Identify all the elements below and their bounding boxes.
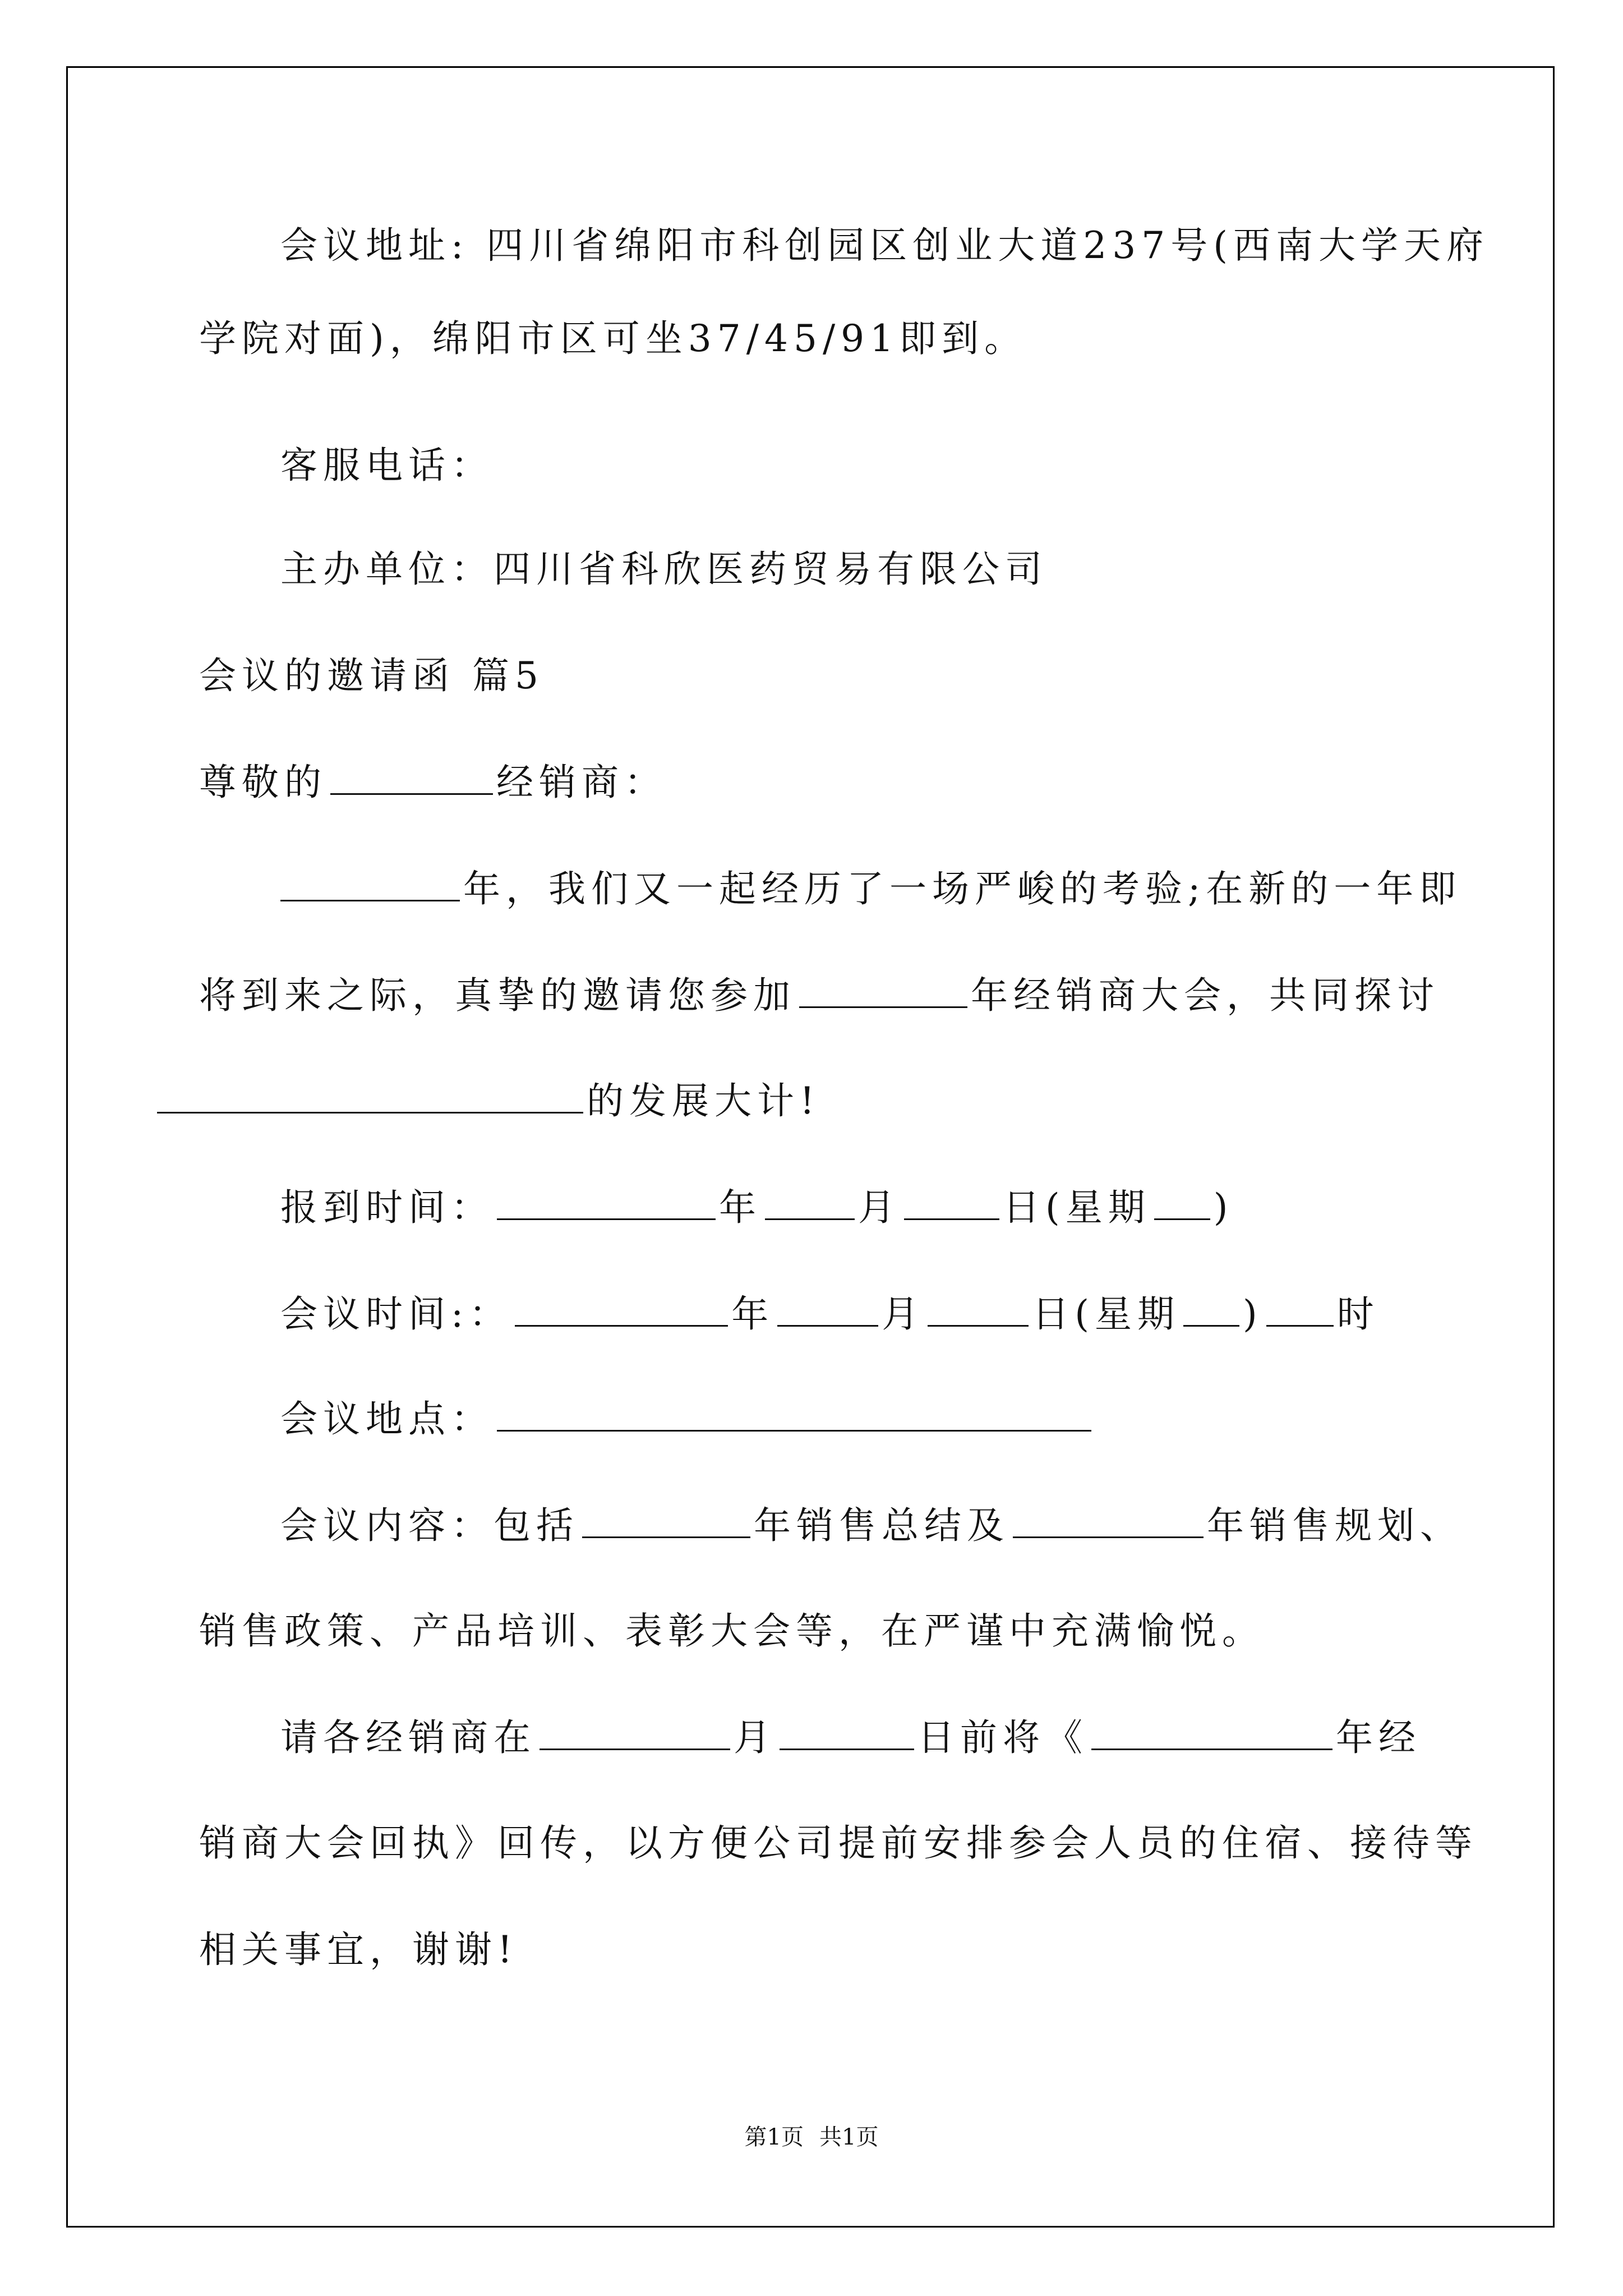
blank-field (497, 1397, 1091, 1432)
document-page (66, 66, 1555, 2228)
blank-field (582, 1504, 750, 1538)
blank-field (1154, 1186, 1210, 1220)
blank-field (1013, 1504, 1204, 1538)
line-request-end: 相关事宜，谢谢! (199, 1928, 518, 1971)
line-salutation: 尊敬的 经销商： (199, 761, 667, 804)
line-organizer: 主办单位：四川省科欣医药贸易有限公司 (280, 547, 1048, 591)
page-total: 共1页 (819, 2124, 879, 2150)
blank-field (777, 1292, 878, 1327)
line-address: 会议地址: 四川省绵阳市科创园区创业大道237号(西南大学天府 (280, 224, 1489, 267)
line-address-cont: 学院对面)，绵阳市区可坐37/45/91即到。 (199, 317, 1027, 360)
line-intro-end: 的发展大计! (157, 1079, 820, 1124)
blank-field (515, 1292, 728, 1327)
section-heading: 会议的邀请函 篇5 (199, 654, 544, 697)
blank-field (1183, 1292, 1239, 1327)
blank-field (157, 1079, 583, 1114)
line-meeting-place: 会议地点： (280, 1397, 1095, 1442)
line-intro-cont: 将到来之际，真挚的邀请您参加 年经销商大会，共同探讨 (199, 974, 1440, 1017)
line-request: 请各经销商在 月 日前将《 年经 (280, 1716, 1421, 1759)
page-number: 第1页 (744, 2124, 804, 2150)
blank-field (904, 1186, 999, 1220)
blank-field (1091, 1716, 1332, 1750)
page-footer (0, 2119, 1623, 2151)
blank-field (280, 867, 460, 901)
blank-field (540, 1716, 730, 1750)
line-service-phone: 客服电话： (280, 444, 494, 487)
line-checkin-time: 报到时间： 年 月 日(星期 ) (280, 1186, 1234, 1229)
blank-field (765, 1186, 855, 1220)
line-request-cont: 销商大会回执》回传，以方便公司提前安排参会人员的住宿、接待等 (199, 1821, 1478, 1865)
blank-field (330, 761, 493, 795)
line-intro: 年，我们又一起经历了一场严峻的考验;在新的一年即 (280, 867, 1461, 912)
line-meeting-time: 会议时间:： 年 月 日(星期 ) 时 (280, 1292, 1380, 1336)
blank-field (780, 1716, 914, 1750)
blank-field (1266, 1292, 1334, 1327)
blank-field (497, 1186, 716, 1220)
blank-field (928, 1292, 1029, 1327)
line-meeting-content: 会议内容：包括 年销售总结及 年销售规划、 (280, 1504, 1463, 1547)
line-meeting-content-cont: 销售政策、产品培训、表彰大会等，在严谨中充满愉悦。 (199, 1609, 1265, 1653)
blank-field (799, 974, 967, 1008)
